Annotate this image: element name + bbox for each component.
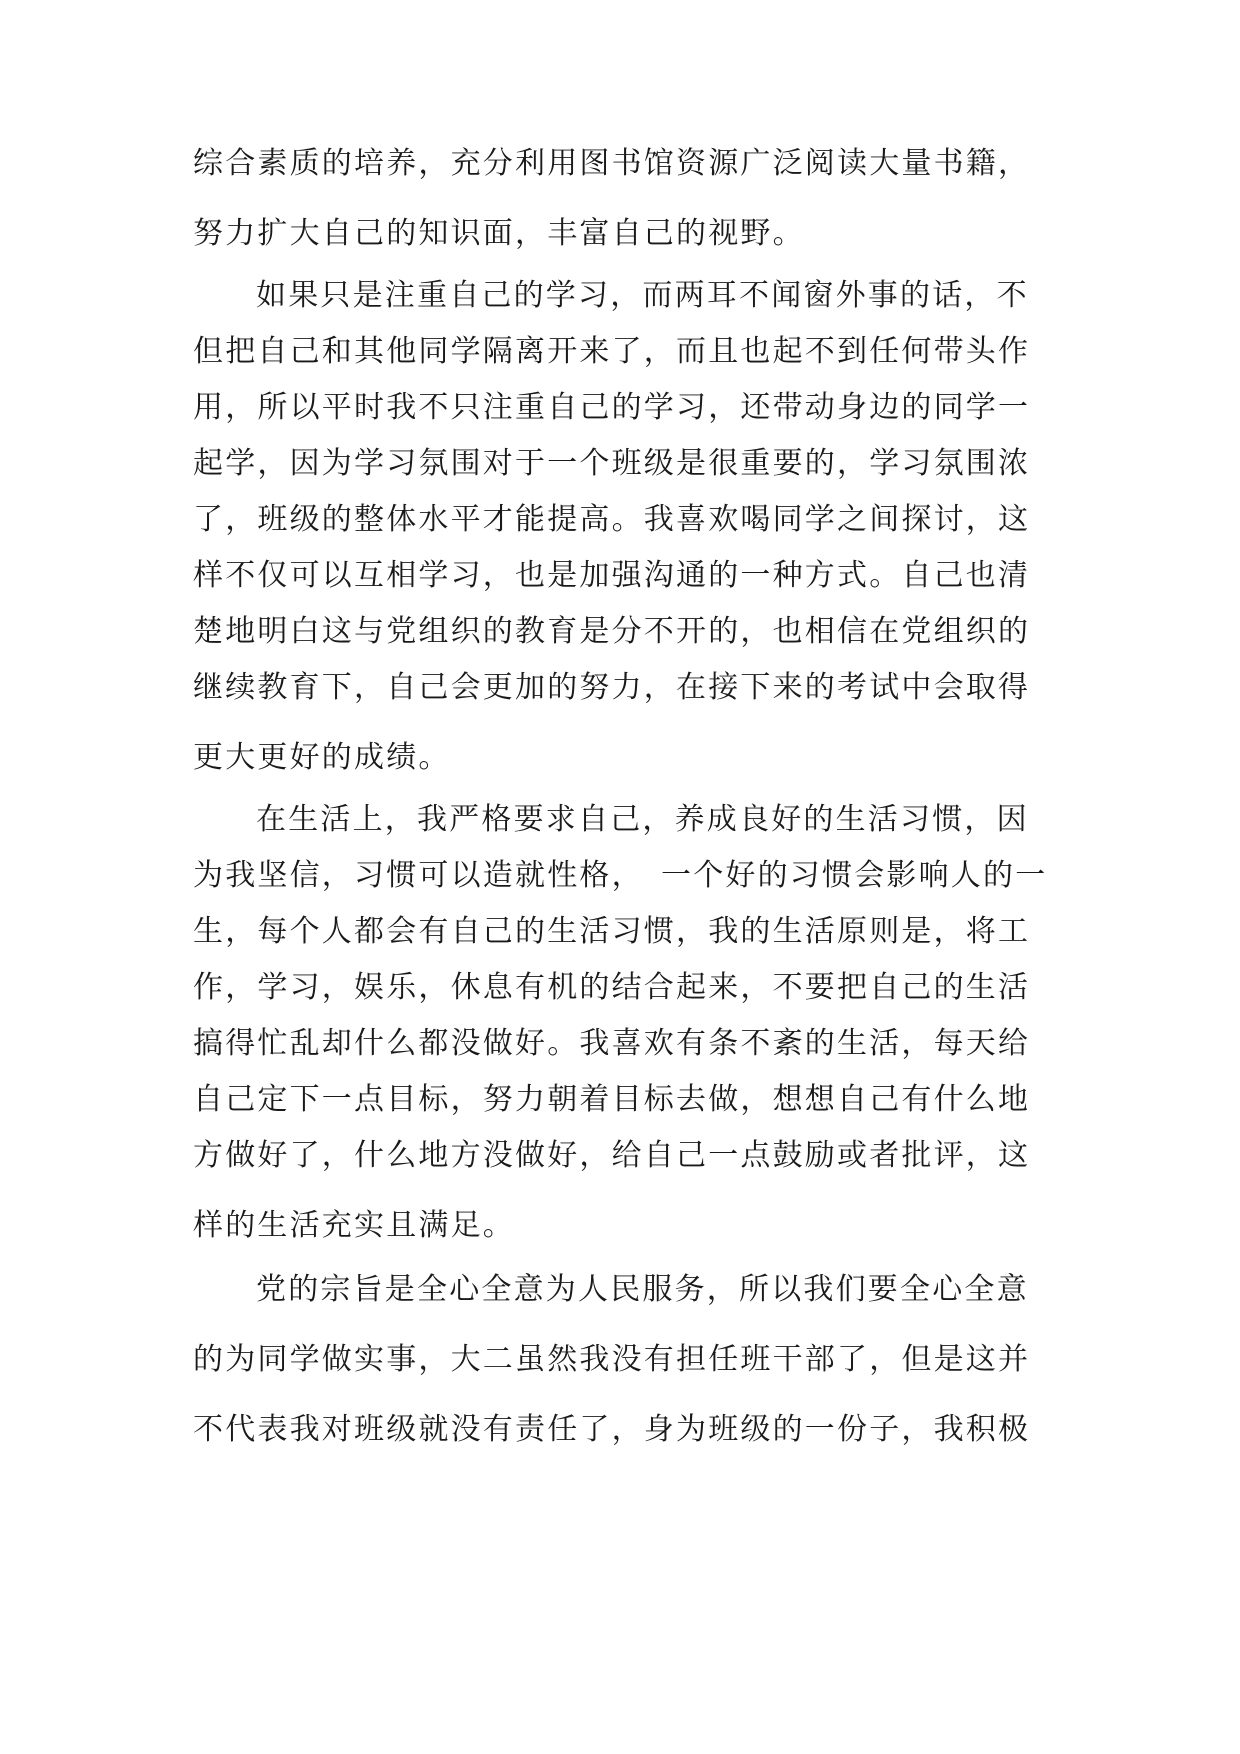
text-line: 的为同学做实事，大二虽然我没有担任班干部了，但是这并 xyxy=(193,1342,1031,1377)
text-line: 方做好了，什么地方没做好，给自己一点鼓励或者批评，这 xyxy=(193,1138,1031,1173)
text-line: 生，每个人都会有自己的生活习惯，我的生活原则是，将工 xyxy=(193,914,1031,949)
paragraph-first-line: 在生活上，我严格要求自己，养成良好的生活习惯，因 xyxy=(256,802,1029,837)
text-line: 作，学习，娱乐，休息有机的结合起来，不要把自己的生活 xyxy=(193,970,1031,1005)
text-line: 起学，因为学习氛围对于一个班级是很重要的，学习氛围浓 xyxy=(193,446,1031,481)
text-line: 不代表我对班级就没有责任了，身为班级的一份子，我积极 xyxy=(193,1412,1031,1447)
text-line: 样不仅可以互相学习，也是加强沟通的一种方式。自己也清 xyxy=(193,558,1031,593)
text-line: 努力扩大自己的知识面，丰富自己的视野。 xyxy=(193,216,805,251)
text-line: 楚地明白这与党组织的教育是分不开的，也相信在党组织的 xyxy=(193,614,1031,649)
text-line: 为我坚信，习惯可以造就性格， 一个好的习惯会影响人的一 xyxy=(193,858,1048,893)
text-line: 综合素质的培养，充分利用图书馆资源广泛阅读大量书籍， xyxy=(193,146,1031,181)
text-line: 用，所以平时我不只注重自己的学习，还带动身边的同学一 xyxy=(193,390,1031,425)
text-line: 自己定下一点目标，努力朝着目标去做，想想自己有什么地 xyxy=(193,1082,1031,1117)
text-line: 样的生活充实且满足。 xyxy=(193,1208,515,1243)
paragraph-first-line: 如果只是注重自己的学习，而两耳不闻窗外事的话，不 xyxy=(256,278,1029,313)
text-line: 继续教育下，自己会更加的努力，在接下来的考试中会取得 xyxy=(193,670,1031,705)
text-line: 但把自己和其他同学隔离开来了，而且也起不到任何带头作 xyxy=(193,334,1031,369)
text-line: 了，班级的整体水平才能提高。我喜欢喝同学之间探讨，这 xyxy=(193,502,1031,537)
paragraph-first-line: 党的宗旨是全心全意为人民服务，所以我们要全心全意 xyxy=(256,1272,1029,1307)
text-line: 搞得忙乱却什么都没做好。我喜欢有条不紊的生活，每天给 xyxy=(193,1026,1031,1061)
text-line: 更大更好的成绩。 xyxy=(193,740,451,775)
